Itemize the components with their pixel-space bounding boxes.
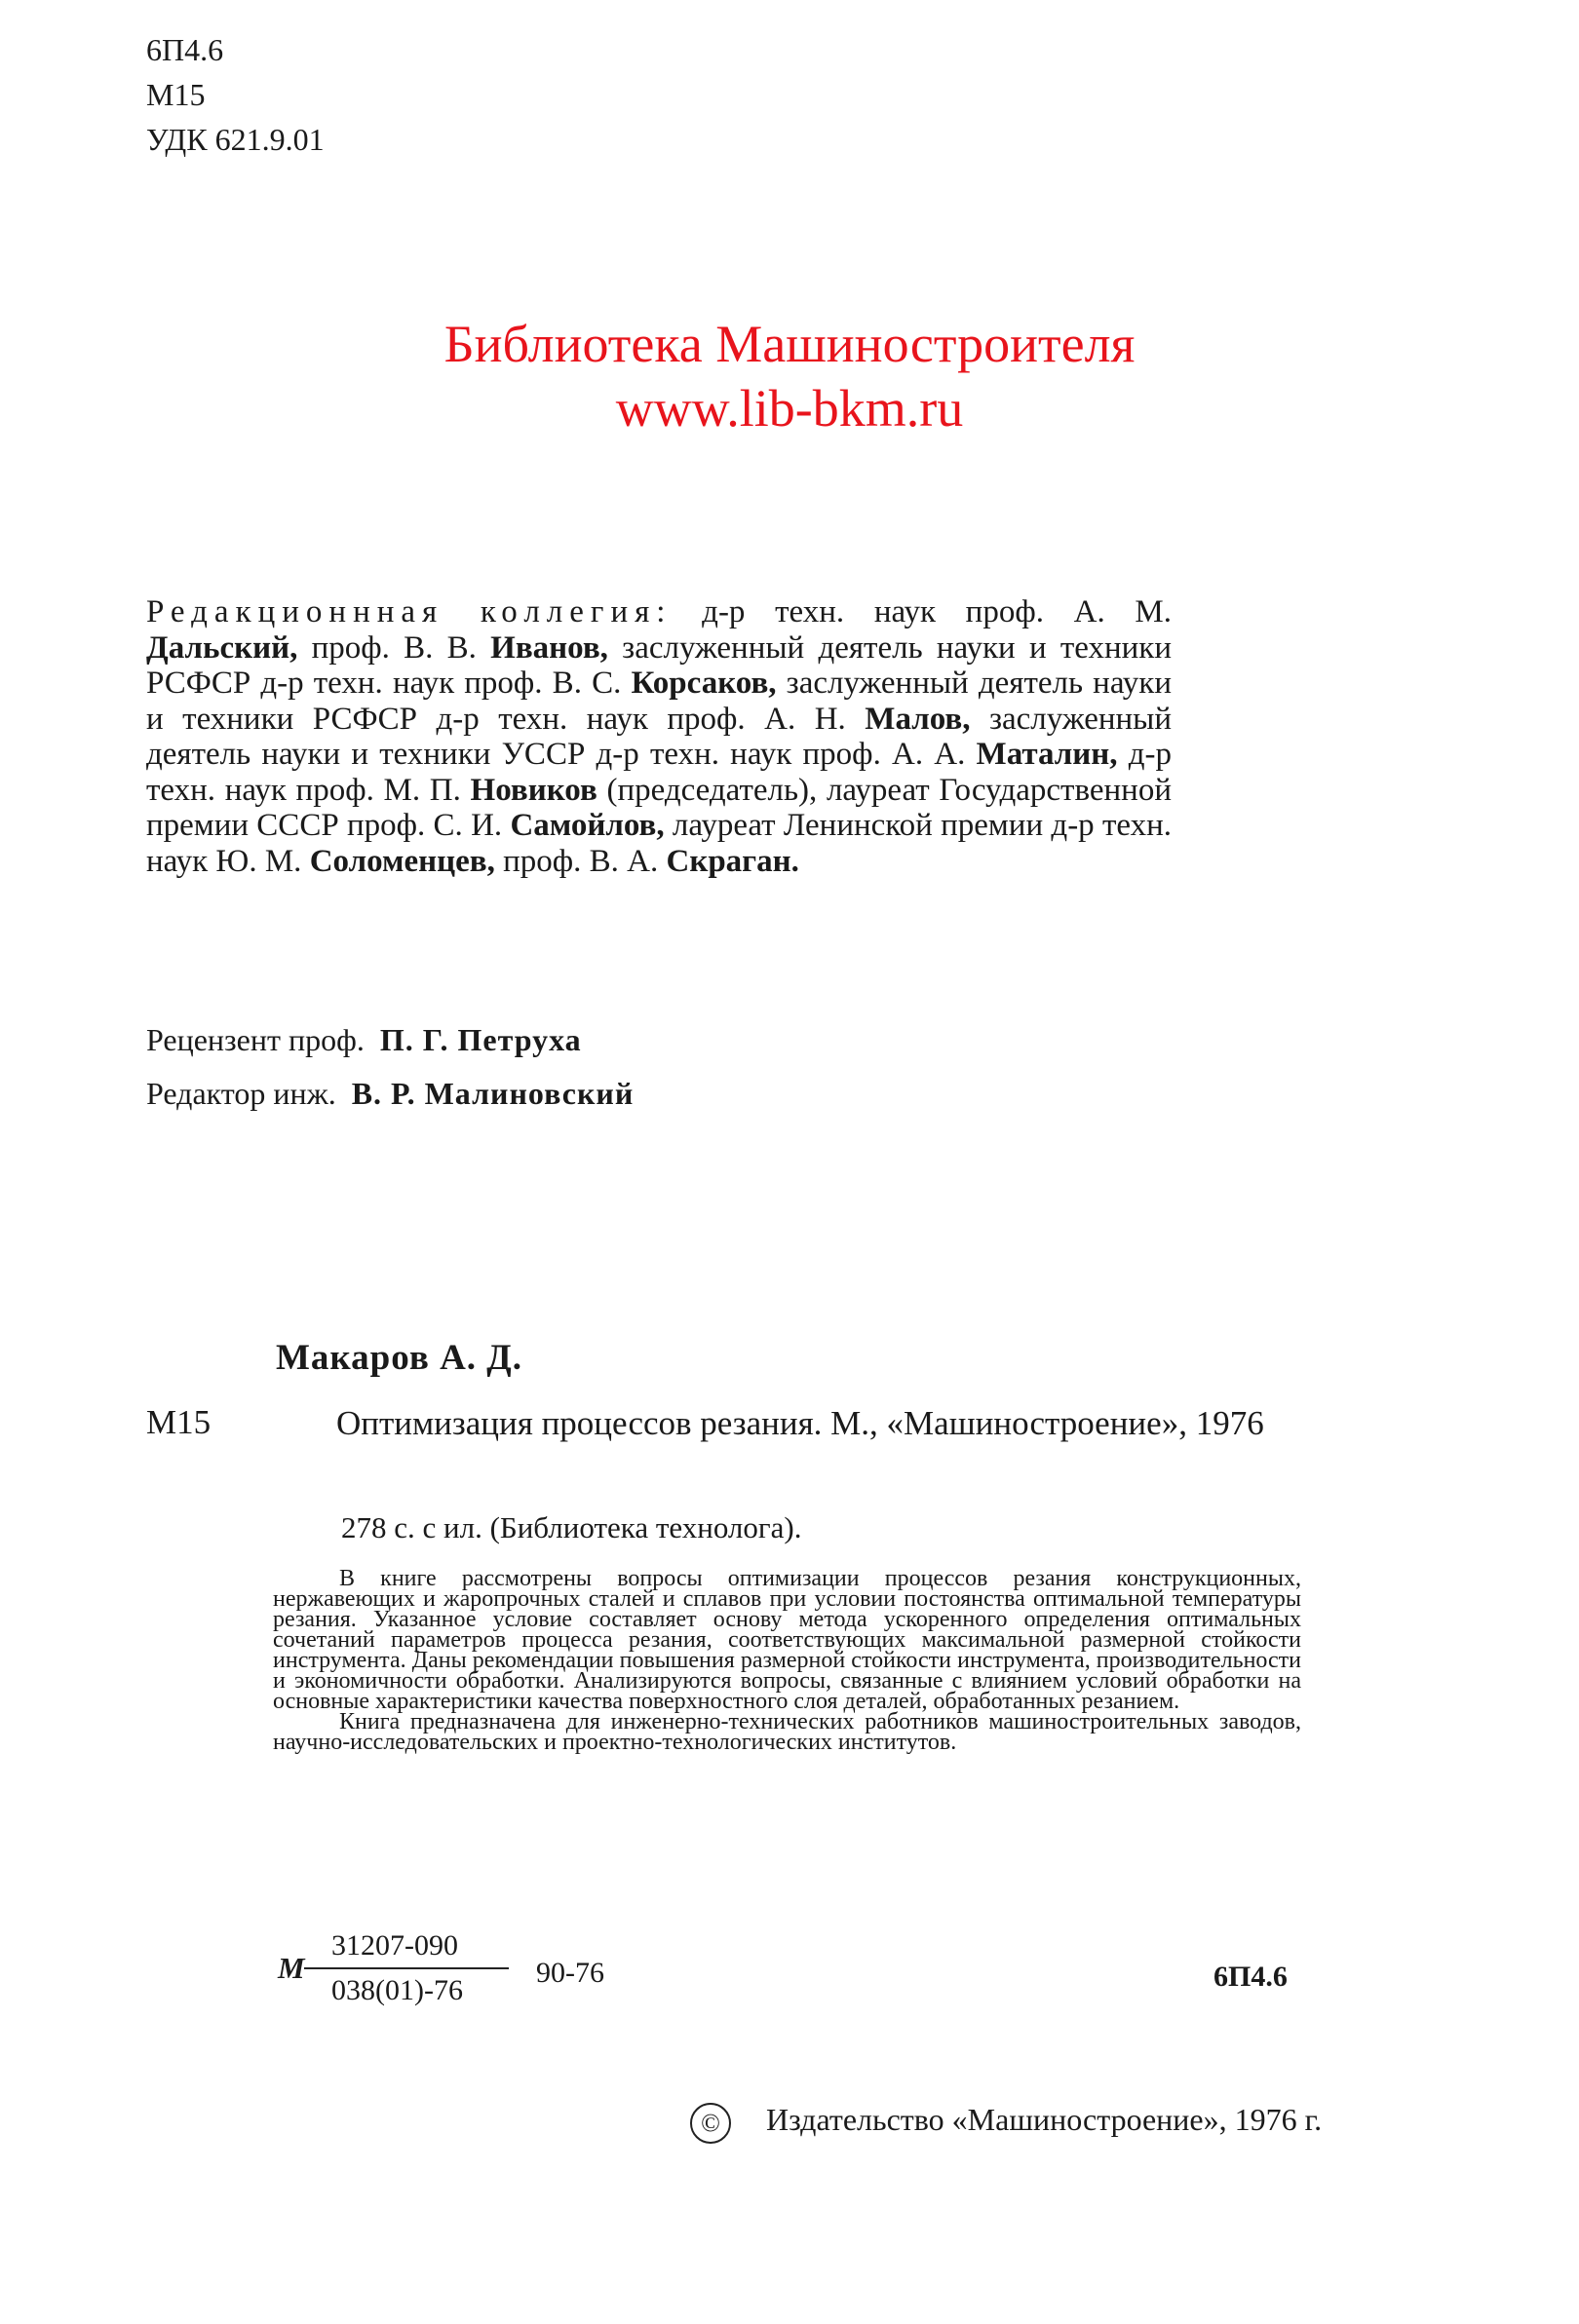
reviewer-line	[146, 1013, 634, 1067]
abstract-paragraph: В книге рассмотрены вопросы оптимизации процессов резания конструкционных, нержавеющих и жаропрочных сталей и сплавов при условии постоянства оптимальной температуры резания. Указанное условие составляет основу метода ускоренного определения оптимальных сочетаний параметров процесса резания, соответствующих максимальной размерной стойкости инструмента. Даны рекомендации повышения размерной стойкости инструмента, производительности и экономичности обработки. Анализируются вопросы, связанные с влиянием условий обработки на основные характеристики качества поверхностного слоя деталей, обработанных резанием.	[273, 1566, 1301, 1714]
index-suffix: 90-76	[536, 1957, 604, 1989]
fraction-line	[304, 1967, 509, 1969]
board-member-name: Корсаков,	[631, 666, 777, 701]
reviewer-name: П. Г. Петруха	[379, 1022, 582, 1057]
board-member-name: Иванов,	[490, 629, 608, 666]
board-member-name: Соломенцев,	[309, 843, 495, 879]
editor-label: Редактор инж.	[146, 1076, 336, 1111]
watermark	[0, 312, 1579, 440]
index-numerator: 31207-090	[331, 1929, 458, 1962]
index-letter: М	[278, 1951, 305, 1985]
bbk-code-footer: 6П4.6	[1213, 1961, 1288, 1993]
watermark-url: www.lib-bkm.ru	[615, 379, 964, 438]
author-mark: М15	[146, 77, 206, 112]
watermark-name: Библиотека Машиностроителя	[443, 315, 1136, 373]
copyright	[690, 2102, 1322, 2144]
board-member-name: Новиков	[470, 772, 597, 808]
board-member-name: Дальский,	[146, 629, 298, 666]
book-title: Оптимизация процессов резания. М., «Машиностроение», 1976	[336, 1404, 1264, 1442]
copyright-text: Издательство «Машиностроение», 1976 г.	[766, 2102, 1323, 2137]
book-author: Макаров А. Д.	[276, 1338, 522, 1378]
editorial-board-label: Редакционнная коллегия:	[146, 594, 673, 629]
editor-name: В. Р. Малиновский	[351, 1076, 635, 1111]
board-member-name: Скраган.	[666, 843, 799, 879]
book-mark: М15	[146, 1403, 212, 1441]
book-abstract	[273, 1566, 1301, 1755]
book-pages: 278 с. с ил. (Библиотека технолога).	[341, 1510, 802, 1544]
board-member-name: Маталин,	[976, 737, 1118, 772]
catalog-codes	[146, 27, 325, 162]
index-denominator: 038(01)-76	[331, 1974, 463, 2006]
board-member-name: Малов,	[865, 701, 971, 737]
abstract-paragraph: Книга предназначена для инженерно-технических работников машиностроительных заводов, научно-исследовательских и проектно-технологических институтов.	[273, 1709, 1301, 1755]
bbk-code: 6П4.6	[146, 32, 224, 67]
reviewer-label: Рецензент проф.	[146, 1022, 365, 1057]
editorial-board: Редакционнная коллегия: д-р техн. наук проф. А. М. Дальский, проф. В. В. Иванов, заслуженный деятель науки и техники РСФСР д-р техн. наук проф. В. С. Корсаков, заслуженный деятель науки и техники РСФСР д-р техн. наук проф. А. Н. Малов, заслуженный деятель науки и техники УССР д-р техн. наук проф. А. А. Маталин, д-р техн. наук проф. М. П. Новиков (председатель), лауреат Государственной премии СССР проф. С. И. Самойлов, лауреат Ленинской премии д-р техн. наук Ю. М. Соломенцев, проф. В. А. Скраган.	[146, 594, 1173, 879]
board-member-name: Самойлов,	[510, 808, 665, 843]
editor-line	[146, 1067, 634, 1121]
copyright-icon: ©	[690, 2103, 731, 2144]
udk-code: УДК 621.9.01	[146, 122, 325, 157]
credits	[146, 1013, 634, 1121]
